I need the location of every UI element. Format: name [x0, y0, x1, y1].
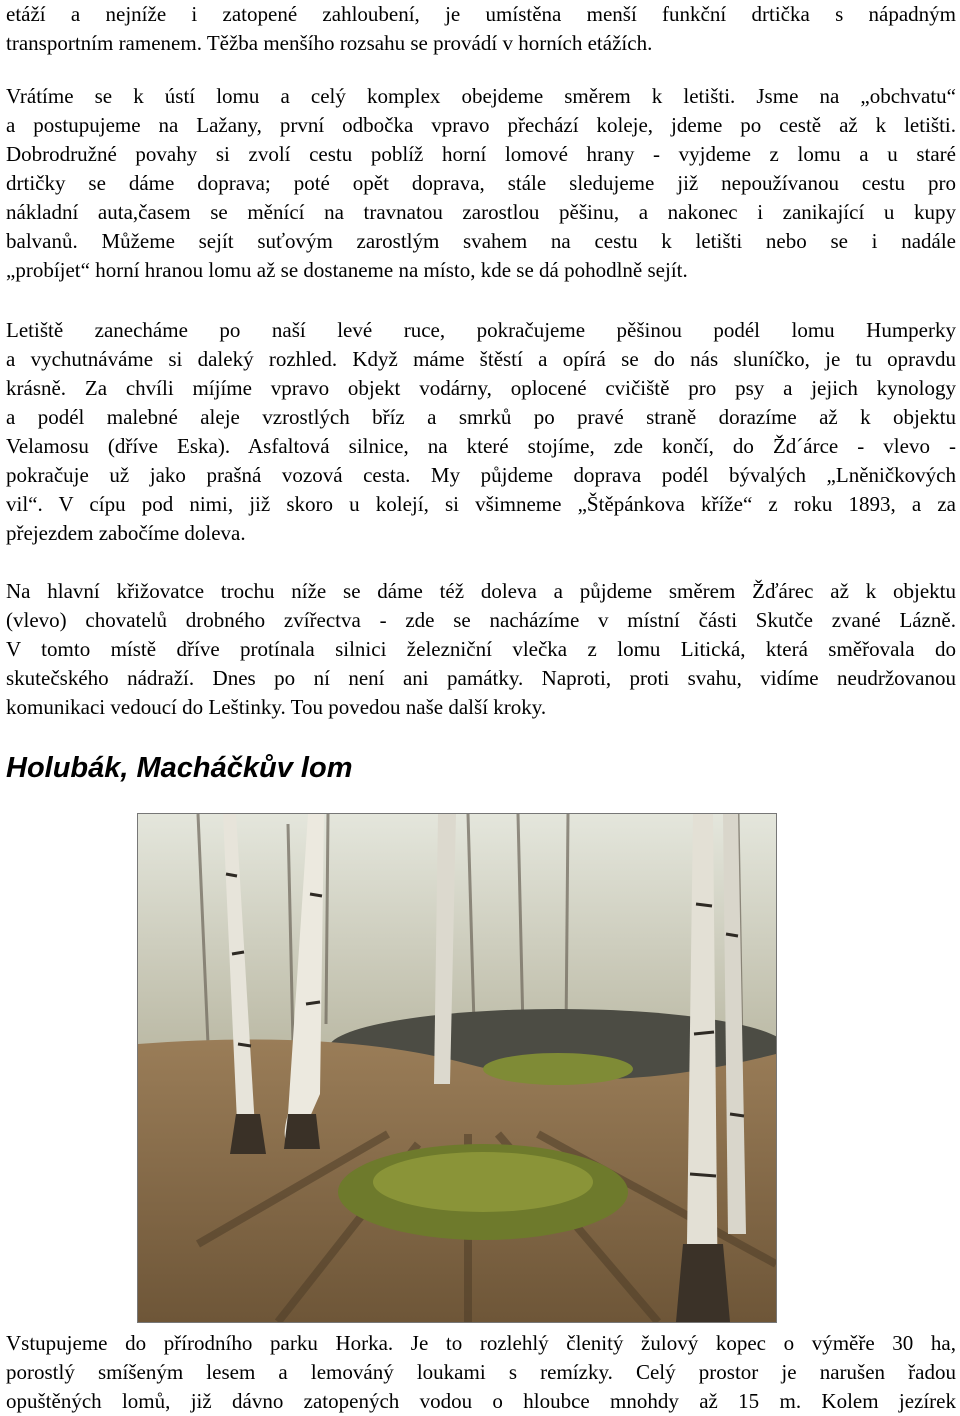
text-line: balvanů. Můžeme sejít suťovým zarostlým svahem na cestu k letišti nebo se i nadále [6, 229, 956, 253]
text-line: nákladní auta,časem se měnící na travnatou zarostlou pěšinu, a nakonec i zanikající u kupy [6, 200, 956, 224]
paragraph-2 [6, 82, 956, 285]
text-line: Na hlavní křižovatce trochu níže se dáme též doleva a půjdeme směrem Žďárec až k objektu [6, 579, 956, 603]
text-line: transportním ramenem. Těžba menšího rozsahu se provádí v horních etážích. [6, 31, 653, 55]
text-line: (vlevo) chovatelů drobného zvířectva - zde se nacházíme v místní části Skutče zvané Lázně. [6, 608, 956, 632]
text-line: krásně. Za chvíli míjíme vpravo objekt vodárny, oplocené cvičiště pro psy a jejich kynology [6, 376, 956, 400]
text-line: a vychutnáváme si daleký rozhled. Když máme štěstí a opírá se do nás sluníčko, je tu opravdu [6, 347, 956, 371]
text-line: komunikaci vedoucí do Leštinky. Tou povedou naše další kroky. [6, 695, 547, 719]
text-line: přejezdem zabočíme doleva. [6, 521, 246, 545]
text-line: a podél malebné aleje vzrostlých bříz a smrků po pravé straně dorazíme až k objektu [6, 405, 956, 429]
text-line: Vrátíme se k ústí lomu a celý komplex obejdeme směrem k letišti. Jsme na „obchvatu“ [6, 84, 956, 108]
paragraph-3 [6, 316, 956, 548]
text-line: Letiště zanecháme po naší levé ruce, pokračujeme pěšinou podél lomu Humperky [6, 318, 956, 342]
paragraph-4 [6, 577, 956, 722]
paragraph-1 [6, 0, 956, 58]
paragraph-5 [6, 1329, 956, 1416]
text-line: skutečského nádraží. Dnes po ní není ani památky. Naproti, proti svahu, vidíme neudržovanou [6, 666, 956, 690]
text-line: „probíjet“ horní hranou lomu až se dostaneme na místo, kde se dá pohodlně sejít. [6, 258, 688, 282]
text-line: V tomto místě dříve protínala silnici železniční vlečka z lomu Litická, která směřovala do [6, 637, 956, 661]
text-line: Dobrodružné povahy si zvolí cestu poblíž horní lomové hrany - vyjdeme z lomu a u staré [6, 142, 956, 166]
text-line: opuštěných lomů, již dávno zatopených vodou o hloubce mnohdy až 15 m. Kolem jezírek [6, 1389, 956, 1413]
text-line: Vstupujeme do přírodního parku Horka. Je to rozlehlý členitý žulový kopec o výměře 30 ha, [6, 1331, 956, 1355]
text-line: a postupujeme na Lažany, první odbočka vpravo přechází koleje, jdeme po cestě až k letišti. [6, 113, 956, 137]
text-line: vil“. V cípu pod nimi, již skoro u kolejí, si všimneme „Štěpánkova kříže“ z roku 1893, a za [6, 492, 956, 516]
text-line: drtičky se dáme doprava; poté opět doprava, stále sledujeme již nepoužívanou cestu pro [6, 171, 956, 195]
text-line: Velamosu (dříve Eska). Asfaltová silnice, na které stojíme, zde končí, do Žd´árce - vlevo - [6, 434, 956, 458]
forest-photo [137, 813, 777, 1323]
text-line: pokračuje už jako prašná vozová cesta. My půjdeme doprava podél bývalých „Lněničkových [6, 463, 956, 487]
text-line: porostlý smíšeným lesem a lemováný loukami s remízky. Celý prostor je narušen řadou [6, 1360, 956, 1384]
section-heading: Holubák, Macháčkův lom [6, 752, 353, 784]
text-line: etáží a nejníže i zatopené zahloubení, je umístěna menší funkční drtička s nápadným [6, 2, 956, 26]
forest-photo-illustration [138, 814, 776, 1322]
